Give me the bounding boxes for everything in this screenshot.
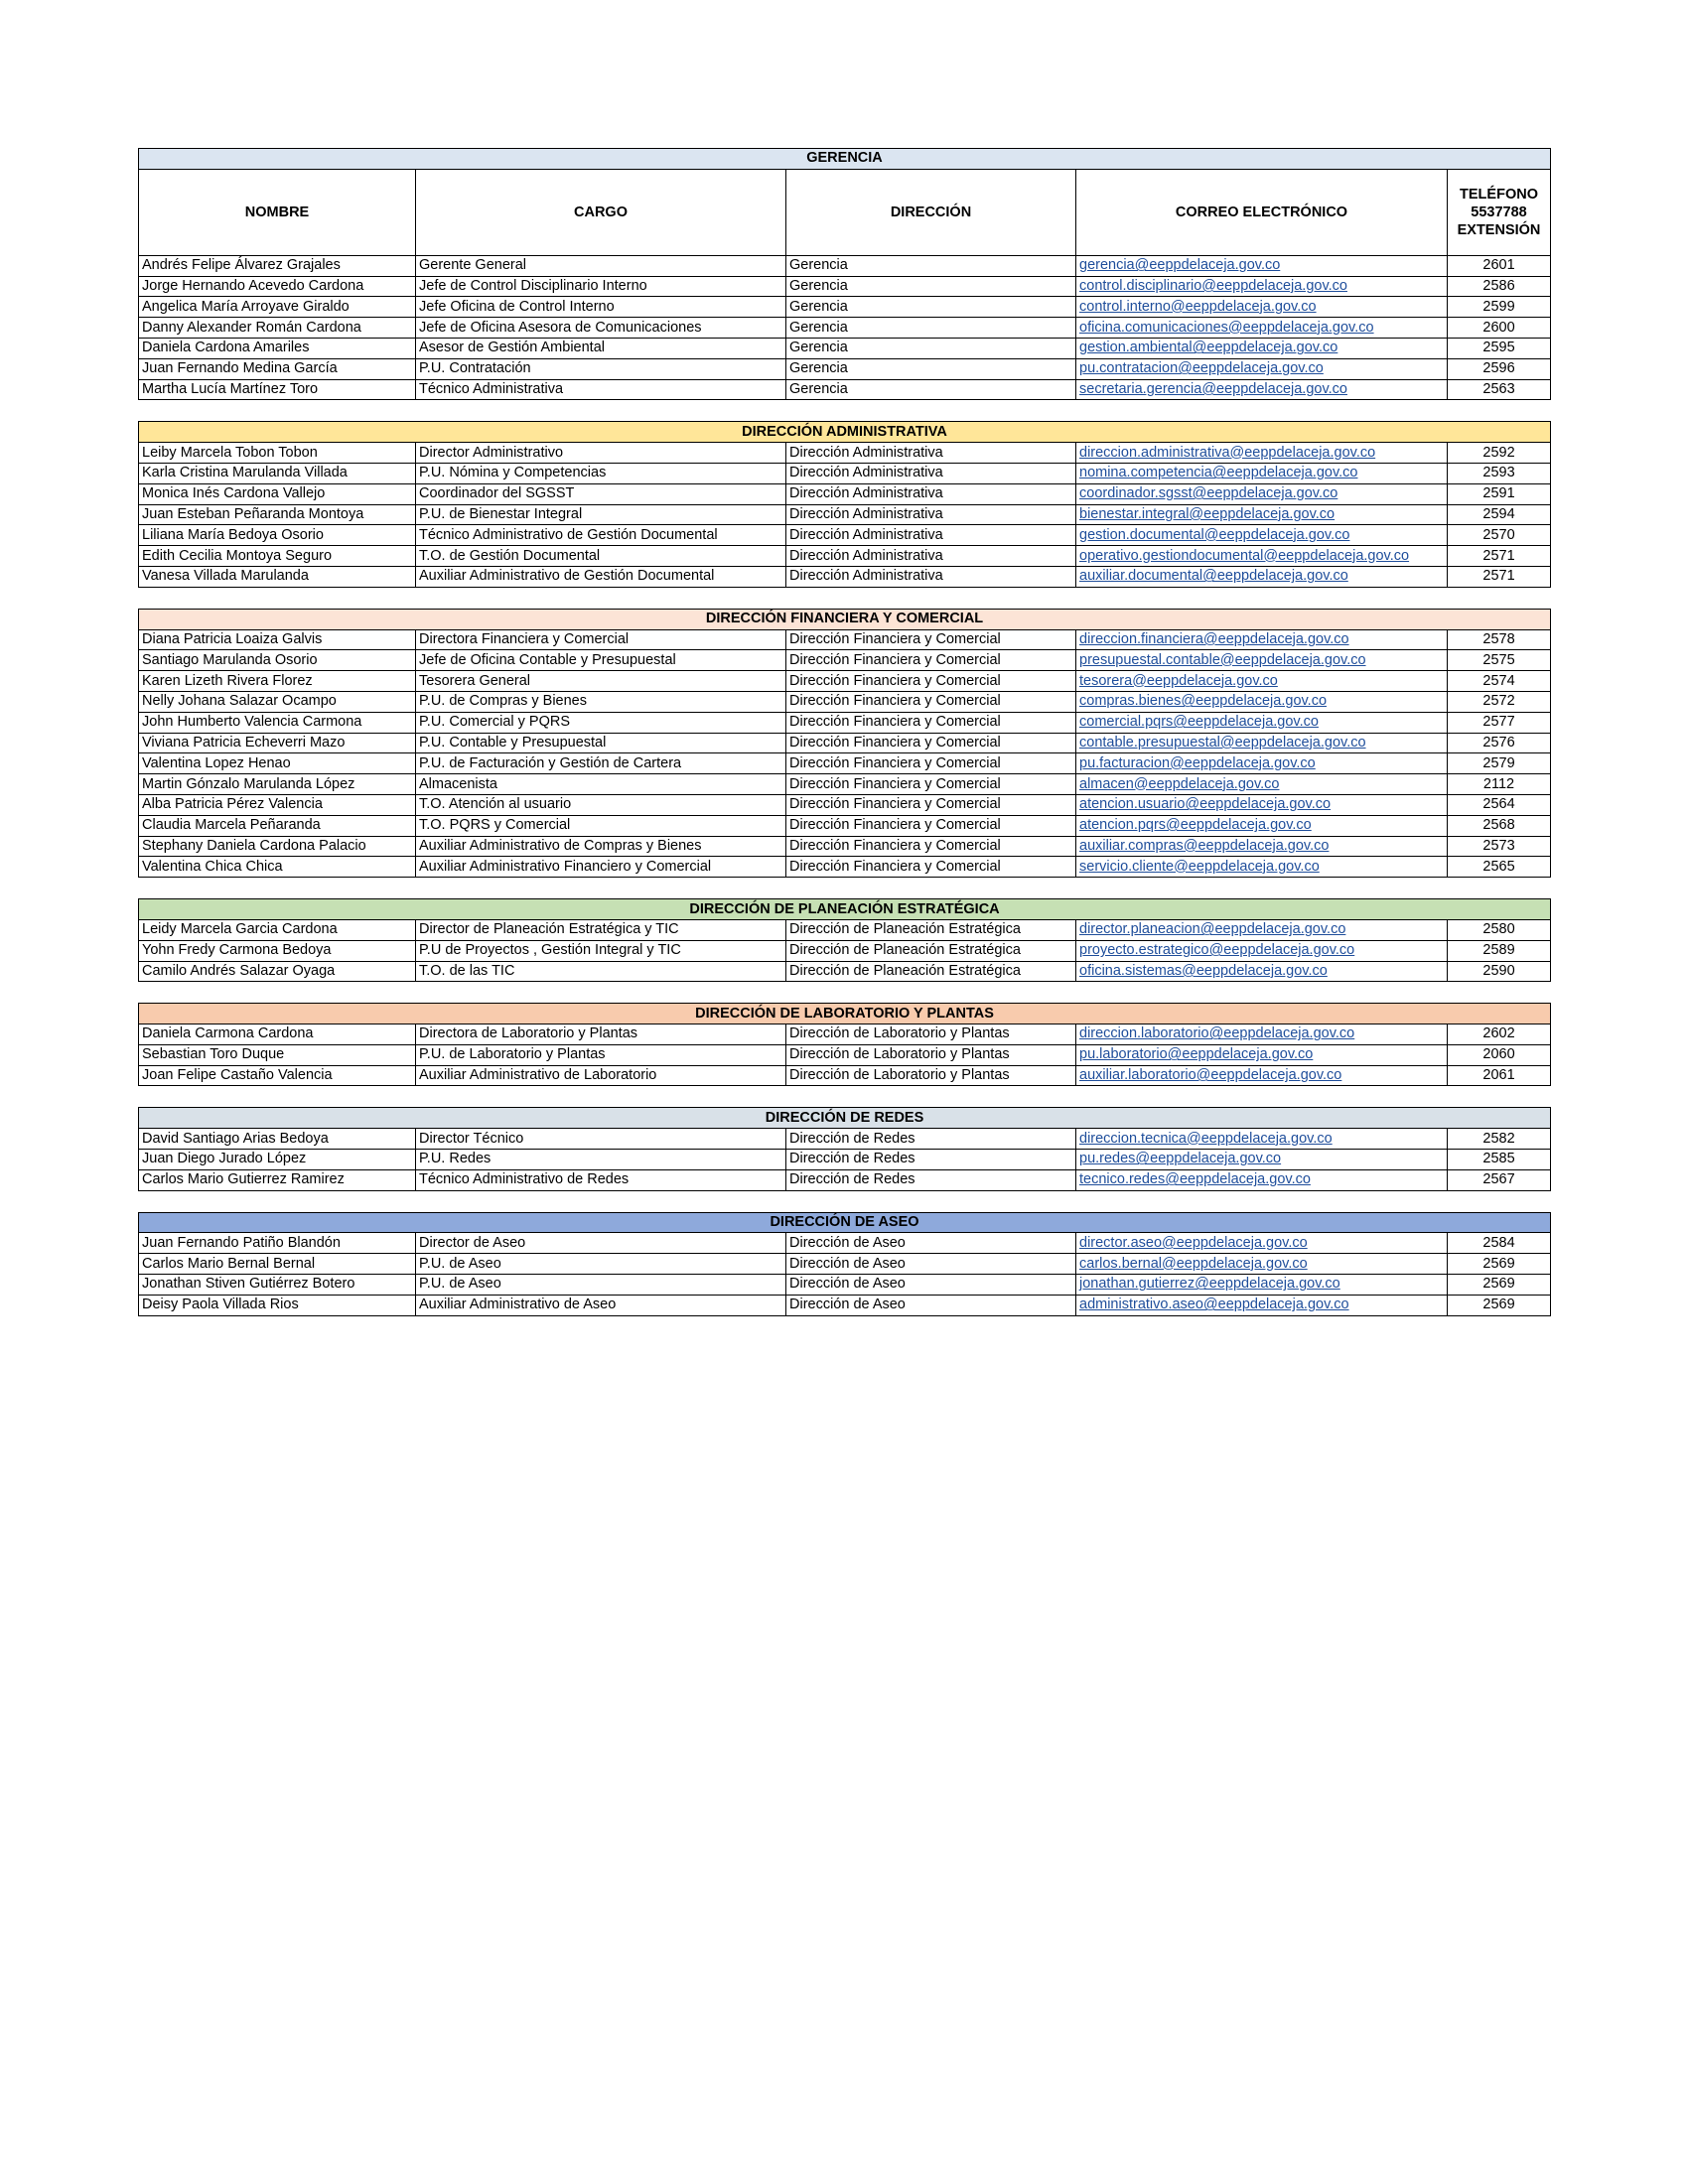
cell-extension: 2569	[1448, 1275, 1551, 1296]
cell-extension: 2591	[1448, 483, 1551, 504]
cell-extension: 2596	[1448, 358, 1551, 379]
table-row	[139, 1129, 1551, 1150]
table-row	[139, 463, 1551, 483]
cell-cargo: Director de Aseo	[416, 1233, 786, 1254]
cell-direccion: Dirección Administrativa	[786, 566, 1076, 587]
section-gap	[138, 878, 1550, 898]
cell-direccion: Dirección de Aseo	[786, 1254, 1076, 1275]
cell-cargo: T.O. de las TIC	[416, 961, 786, 982]
email-link[interactable]: compras.bienes@eeppdelaceja.gov.co	[1076, 691, 1448, 712]
cell-nombre: Juan Diego Jurado López	[139, 1150, 416, 1170]
cell-cargo: Directora Financiera y Comercial	[416, 629, 786, 650]
section-title-row	[139, 1004, 1551, 1024]
cell-nombre: Claudia Marcela Peñaranda	[139, 815, 416, 836]
email-link[interactable]: direccion.administrativa@eeppdelaceja.gov.co	[1076, 443, 1448, 464]
cell-nombre: Liliana María Bedoya Osorio	[139, 525, 416, 546]
section-gap	[138, 400, 1550, 421]
cell-extension: 2578	[1448, 629, 1551, 650]
email-link[interactable]: control.interno@eeppdelaceja.gov.co	[1076, 297, 1448, 318]
cell-direccion: Dirección de Planeación Estratégica	[786, 919, 1076, 940]
cell-cargo: Jefe de Oficina Asesora de Comunicaciones	[416, 318, 786, 339]
section-title-row	[139, 149, 1551, 170]
email-link[interactable]: bienestar.integral@eeppdelaceja.gov.co	[1076, 504, 1448, 525]
cell-extension: 2593	[1448, 463, 1551, 483]
cell-cargo: P.U. Contable y Presupuestal	[416, 733, 786, 753]
table-row	[139, 857, 1551, 878]
cell-cargo: Técnico Administrativo de Redes	[416, 1169, 786, 1190]
cell-nombre: Juan Esteban Peñaranda Montoya	[139, 504, 416, 525]
cell-extension: 2573	[1448, 836, 1551, 857]
email-link[interactable]: secretaria.gerencia@eeppdelaceja.gov.co	[1076, 379, 1448, 400]
cell-direccion: Gerencia	[786, 318, 1076, 339]
section-table	[138, 1107, 1551, 1190]
cell-direccion: Dirección de Redes	[786, 1129, 1076, 1150]
email-link[interactable]: pu.laboratorio@eeppdelaceja.gov.co	[1076, 1044, 1448, 1065]
cell-nombre: Camilo Andrés Salazar Oyaga	[139, 961, 416, 982]
cell-extension: 2569	[1448, 1254, 1551, 1275]
cell-cargo: Auxiliar Administrativo de Gestión Documental	[416, 566, 786, 587]
cell-nombre: John Humberto Valencia Carmona	[139, 712, 416, 733]
email-link[interactable]: coordinador.sgsst@eeppdelaceja.gov.co	[1076, 483, 1448, 504]
section-gap	[138, 982, 1550, 1003]
cell-direccion: Gerencia	[786, 297, 1076, 318]
cell-cargo: Gerente General	[416, 255, 786, 276]
cell-cargo: P.U. de Compras y Bienes	[416, 691, 786, 712]
cell-nombre: Carlos Mario Bernal Bernal	[139, 1254, 416, 1275]
email-link[interactable]: comercial.pqrs@eeppdelaceja.gov.co	[1076, 712, 1448, 733]
cell-extension: 2594	[1448, 504, 1551, 525]
email-link[interactable]: direccion.tecnica@eeppdelaceja.gov.co	[1076, 1129, 1448, 1150]
cell-extension: 2601	[1448, 255, 1551, 276]
table-row	[139, 1044, 1551, 1065]
cell-extension: 2574	[1448, 671, 1551, 692]
email-link[interactable]: almacen@eeppdelaceja.gov.co	[1076, 774, 1448, 795]
cell-nombre: Monica Inés Cardona Vallejo	[139, 483, 416, 504]
cell-nombre: Danny Alexander Román Cardona	[139, 318, 416, 339]
cell-nombre: Nelly Johana Salazar Ocampo	[139, 691, 416, 712]
column-header-direccion: DIRECCIÓN	[786, 169, 1076, 255]
cell-direccion: Dirección de Laboratorio y Plantas	[786, 1065, 1076, 1086]
email-link[interactable]: auxiliar.compras@eeppdelaceja.gov.co	[1076, 836, 1448, 857]
cell-nombre: Leidy Marcela Garcia Cardona	[139, 919, 416, 940]
section-title-row	[139, 899, 1551, 920]
cell-cargo: T.O. de Gestión Documental	[416, 546, 786, 567]
cell-cargo: P.U de Proyectos , Gestión Integral y TIC	[416, 940, 786, 961]
cell-direccion: Dirección de Planeación Estratégica	[786, 961, 1076, 982]
cell-direccion: Dirección Administrativa	[786, 525, 1076, 546]
cell-cargo: Auxiliar Administrativo de Compras y Bienes	[416, 836, 786, 857]
section-title-row	[139, 1108, 1551, 1129]
cell-cargo: Almacenista	[416, 774, 786, 795]
cell-cargo: P.U. Comercial y PQRS	[416, 712, 786, 733]
cell-cargo: Auxiliar Administrativo Financiero y Comercial	[416, 857, 786, 878]
table-row	[139, 546, 1551, 567]
section-title: DIRECCIÓN ADMINISTRATIVA	[139, 422, 1551, 443]
email-link[interactable]: direccion.financiera@eeppdelaceja.gov.co	[1076, 629, 1448, 650]
cell-direccion: Dirección de Aseo	[786, 1295, 1076, 1315]
email-link[interactable]: administrativo.aseo@eeppdelaceja.gov.co	[1076, 1295, 1448, 1315]
cell-nombre: Yohn Fredy Carmona Bedoya	[139, 940, 416, 961]
cell-extension: 2572	[1448, 691, 1551, 712]
section-title-row	[139, 609, 1551, 629]
cell-extension: 2585	[1448, 1150, 1551, 1170]
cell-cargo: T.O. PQRS y Comercial	[416, 815, 786, 836]
cell-extension: 2112	[1448, 774, 1551, 795]
table-row	[139, 297, 1551, 318]
cell-nombre: Vanesa Villada Marulanda	[139, 566, 416, 587]
cell-nombre: Jonathan Stiven Gutiérrez Botero	[139, 1275, 416, 1296]
cell-nombre: Santiago Marulanda Osorio	[139, 650, 416, 671]
email-link[interactable]: proyecto.estrategico@eeppdelaceja.gov.co	[1076, 940, 1448, 961]
email-link[interactable]: pu.facturacion@eeppdelaceja.gov.co	[1076, 753, 1448, 774]
table-row	[139, 691, 1551, 712]
email-link[interactable]: tecnico.redes@eeppdelaceja.gov.co	[1076, 1169, 1448, 1190]
cell-cargo: Directora de Laboratorio y Plantas	[416, 1024, 786, 1045]
cell-extension: 2571	[1448, 566, 1551, 587]
table-row	[139, 1065, 1551, 1086]
cell-nombre: Juan Fernando Patiño Blandón	[139, 1233, 416, 1254]
cell-extension: 2570	[1448, 525, 1551, 546]
cell-cargo: Tesorera General	[416, 671, 786, 692]
table-row	[139, 940, 1551, 961]
table-row	[139, 671, 1551, 692]
cell-cargo: Jefe de Control Disciplinario Interno	[416, 276, 786, 297]
cell-extension: 2571	[1448, 546, 1551, 567]
cell-nombre: Angelica María Arroyave Giraldo	[139, 297, 416, 318]
table-row	[139, 1024, 1551, 1045]
email-link[interactable]: nomina.competencia@eeppdelaceja.gov.co	[1076, 463, 1448, 483]
email-link[interactable]: jonathan.gutierrez@eeppdelaceja.gov.co	[1076, 1275, 1448, 1296]
table-row	[139, 1295, 1551, 1315]
table-row	[139, 483, 1551, 504]
cell-nombre: Daniela Carmona Cardona	[139, 1024, 416, 1045]
cell-extension: 2589	[1448, 940, 1551, 961]
table-row	[139, 566, 1551, 587]
table-row	[139, 255, 1551, 276]
cell-extension: 2600	[1448, 318, 1551, 339]
cell-direccion: Dirección Financiera y Comercial	[786, 629, 1076, 650]
email-link[interactable]: servicio.cliente@eeppdelaceja.gov.co	[1076, 857, 1448, 878]
email-link[interactable]: auxiliar.laboratorio@eeppdelaceja.gov.co	[1076, 1065, 1448, 1086]
table-row	[139, 525, 1551, 546]
cell-direccion: Gerencia	[786, 255, 1076, 276]
cell-direccion: Dirección Financiera y Comercial	[786, 733, 1076, 753]
cell-cargo: P.U. de Laboratorio y Plantas	[416, 1044, 786, 1065]
email-link[interactable]: gestion.documental@eeppdelaceja.gov.co	[1076, 525, 1448, 546]
cell-nombre: Sebastian Toro Duque	[139, 1044, 416, 1065]
column-header-nombre: NOMBRE	[139, 169, 416, 255]
cell-extension: 2564	[1448, 794, 1551, 815]
cell-nombre: Valentina Chica Chica	[139, 857, 416, 878]
cell-direccion: Dirección Administrativa	[786, 546, 1076, 567]
column-header-telefono: TELÉFONO 5537788 EXTENSIÓN	[1448, 169, 1551, 255]
email-link[interactable]: pu.contratacion@eeppdelaceja.gov.co	[1076, 358, 1448, 379]
table-row	[139, 774, 1551, 795]
cell-direccion: Dirección Financiera y Comercial	[786, 836, 1076, 857]
cell-extension: 2563	[1448, 379, 1551, 400]
cell-nombre: Daniela Cardona Amariles	[139, 338, 416, 358]
cell-direccion: Gerencia	[786, 338, 1076, 358]
cell-nombre: Stephany Daniela Cardona Palacio	[139, 836, 416, 857]
section-gap	[138, 1086, 1550, 1107]
table-row	[139, 379, 1551, 400]
cell-nombre: Karla Cristina Marulanda Villada	[139, 463, 416, 483]
email-link[interactable]: atencion.usuario@eeppdelaceja.gov.co	[1076, 794, 1448, 815]
cell-nombre: Martha Lucía Martínez Toro	[139, 379, 416, 400]
section-gap	[138, 1191, 1550, 1212]
cell-nombre: Andrés Felipe Álvarez Grajales	[139, 255, 416, 276]
cell-extension: 2592	[1448, 443, 1551, 464]
cell-cargo: Auxiliar Administrativo de Aseo	[416, 1295, 786, 1315]
table-row	[139, 338, 1551, 358]
section-title-row	[139, 422, 1551, 443]
cell-cargo: P.U. Nómina y Competencias	[416, 463, 786, 483]
table-row	[139, 733, 1551, 753]
table-row	[139, 1275, 1551, 1296]
email-link[interactable]: direccion.laboratorio@eeppdelaceja.gov.co	[1076, 1024, 1448, 1045]
table-row	[139, 919, 1551, 940]
table-row	[139, 1150, 1551, 1170]
cell-direccion: Dirección Financiera y Comercial	[786, 671, 1076, 692]
cell-cargo: Jefe de Oficina Contable y Presupuestal	[416, 650, 786, 671]
cell-direccion: Gerencia	[786, 358, 1076, 379]
email-link[interactable]: gestion.ambiental@eeppdelaceja.gov.co	[1076, 338, 1448, 358]
cell-extension: 2061	[1448, 1065, 1551, 1086]
section-gap	[138, 588, 1550, 609]
cell-direccion: Dirección Administrativa	[786, 443, 1076, 464]
section-table	[138, 148, 1551, 400]
cell-extension: 2590	[1448, 961, 1551, 982]
cell-extension: 2567	[1448, 1169, 1551, 1190]
table-row	[139, 836, 1551, 857]
cell-nombre: Diana Patricia Loaiza Galvis	[139, 629, 416, 650]
cell-extension: 2568	[1448, 815, 1551, 836]
table-row	[139, 961, 1551, 982]
section-title: GERENCIA	[139, 149, 1551, 170]
cell-cargo: Coordinador del SGSST	[416, 483, 786, 504]
cell-direccion: Dirección Administrativa	[786, 504, 1076, 525]
email-link[interactable]: carlos.bernal@eeppdelaceja.gov.co	[1076, 1254, 1448, 1275]
table-row	[139, 629, 1551, 650]
cell-direccion: Dirección de Aseo	[786, 1275, 1076, 1296]
section-title-row	[139, 1212, 1551, 1233]
cell-nombre: Juan Fernando Medina García	[139, 358, 416, 379]
cell-extension: 2586	[1448, 276, 1551, 297]
email-link[interactable]: gerencia@eeppdelaceja.gov.co	[1076, 255, 1448, 276]
cell-cargo: Técnico Administrativa	[416, 379, 786, 400]
cell-nombre: Viviana Patricia Echeverri Mazo	[139, 733, 416, 753]
cell-extension: 2060	[1448, 1044, 1551, 1065]
cell-cargo: P.U. Contratación	[416, 358, 786, 379]
section-table	[138, 421, 1551, 587]
cell-extension: 2579	[1448, 753, 1551, 774]
email-link[interactable]: director.aseo@eeppdelaceja.gov.co	[1076, 1233, 1448, 1254]
cell-extension: 2565	[1448, 857, 1551, 878]
cell-extension: 2575	[1448, 650, 1551, 671]
email-link[interactable]: oficina.comunicaciones@eeppdelaceja.gov.co	[1076, 318, 1448, 339]
cell-cargo: P.U. de Bienestar Integral	[416, 504, 786, 525]
cell-extension: 2595	[1448, 338, 1551, 358]
cell-direccion: Dirección de Planeación Estratégica	[786, 940, 1076, 961]
cell-cargo: Jefe Oficina de Control Interno	[416, 297, 786, 318]
cell-direccion: Dirección de Aseo	[786, 1233, 1076, 1254]
cell-extension: 2576	[1448, 733, 1551, 753]
table-row	[139, 358, 1551, 379]
table-row	[139, 1169, 1551, 1190]
table-row	[139, 504, 1551, 525]
table-row	[139, 276, 1551, 297]
cell-nombre: Joan Felipe Castaño Valencia	[139, 1065, 416, 1086]
email-link[interactable]: control.disciplinario@eeppdelaceja.gov.co	[1076, 276, 1448, 297]
cell-nombre: Edith Cecilia Montoya Seguro	[139, 546, 416, 567]
cell-direccion: Dirección Financiera y Comercial	[786, 794, 1076, 815]
cell-nombre: Valentina Lopez Henao	[139, 753, 416, 774]
cell-cargo: P.U. de Aseo	[416, 1275, 786, 1296]
email-link[interactable]: contable.presupuestal@eeppdelaceja.gov.co	[1076, 733, 1448, 753]
cell-extension: 2580	[1448, 919, 1551, 940]
email-link[interactable]: atencion.pqrs@eeppdelaceja.gov.co	[1076, 815, 1448, 836]
cell-direccion: Gerencia	[786, 276, 1076, 297]
cell-direccion: Dirección de Laboratorio y Plantas	[786, 1024, 1076, 1045]
cell-direccion: Dirección Financiera y Comercial	[786, 815, 1076, 836]
section-title: DIRECCIÓN FINANCIERA Y COMERCIAL	[139, 609, 1551, 629]
staff-directory	[138, 148, 1550, 1316]
table-row	[139, 318, 1551, 339]
email-link[interactable]: oficina.sistemas@eeppdelaceja.gov.co	[1076, 961, 1448, 982]
cell-nombre: Martin Gónzalo Marulanda López	[139, 774, 416, 795]
email-link[interactable]: operativo.gestiondocumental@eeppdelaceja.gov.co	[1076, 546, 1448, 567]
email-link[interactable]: pu.redes@eeppdelaceja.gov.co	[1076, 1150, 1448, 1170]
cell-direccion: Dirección Financiera y Comercial	[786, 712, 1076, 733]
cell-cargo: Auxiliar Administrativo de Laboratorio	[416, 1065, 786, 1086]
email-link[interactable]: presupuestal.contable@eeppdelaceja.gov.co	[1076, 650, 1448, 671]
email-link[interactable]: tesorera@eeppdelaceja.gov.co	[1076, 671, 1448, 692]
table-row	[139, 794, 1551, 815]
table-row	[139, 1254, 1551, 1275]
cell-nombre: Alba Patricia Pérez Valencia	[139, 794, 416, 815]
cell-cargo: P.U. de Facturación y Gestión de Cartera	[416, 753, 786, 774]
table-row	[139, 712, 1551, 733]
email-link[interactable]: director.planeacion@eeppdelaceja.gov.co	[1076, 919, 1448, 940]
section-title: DIRECCIÓN DE PLANEACIÓN ESTRATÉGICA	[139, 899, 1551, 920]
cell-direccion: Dirección de Redes	[786, 1150, 1076, 1170]
cell-extension: 2582	[1448, 1129, 1551, 1150]
cell-direccion: Dirección Financiera y Comercial	[786, 691, 1076, 712]
cell-nombre: Deisy Paola Villada Rios	[139, 1295, 416, 1315]
cell-nombre: Jorge Hernando Acevedo Cardona	[139, 276, 416, 297]
cell-nombre: Carlos Mario Gutierrez Ramirez	[139, 1169, 416, 1190]
table-row	[139, 443, 1551, 464]
section-table	[138, 898, 1551, 982]
cell-direccion: Dirección Financiera y Comercial	[786, 753, 1076, 774]
cell-cargo: P.U. Redes	[416, 1150, 786, 1170]
cell-extension: 2599	[1448, 297, 1551, 318]
cell-extension: 2602	[1448, 1024, 1551, 1045]
cell-cargo: Técnico Administrativo de Gestión Documental	[416, 525, 786, 546]
cell-extension: 2584	[1448, 1233, 1551, 1254]
table-row	[139, 815, 1551, 836]
cell-direccion: Dirección Financiera y Comercial	[786, 774, 1076, 795]
cell-cargo: T.O. Atención al usuario	[416, 794, 786, 815]
section-table	[138, 609, 1551, 878]
section-table	[138, 1003, 1551, 1086]
section-title: DIRECCIÓN DE REDES	[139, 1108, 1551, 1129]
section-title: DIRECCIÓN DE ASEO	[139, 1212, 1551, 1233]
section-table	[138, 1212, 1551, 1316]
cell-direccion: Dirección Administrativa	[786, 483, 1076, 504]
cell-cargo: Director Administrativo	[416, 443, 786, 464]
cell-direccion: Dirección Financiera y Comercial	[786, 650, 1076, 671]
cell-nombre: Leiby Marcela Tobon Tobon	[139, 443, 416, 464]
cell-extension: 2569	[1448, 1295, 1551, 1315]
cell-cargo: Director de Planeación Estratégica y TIC	[416, 919, 786, 940]
cell-extension: 2577	[1448, 712, 1551, 733]
cell-nombre: Karen Lizeth Rivera Florez	[139, 671, 416, 692]
cell-direccion: Gerencia	[786, 379, 1076, 400]
cell-direccion: Dirección Administrativa	[786, 463, 1076, 483]
table-row	[139, 753, 1551, 774]
section-title: DIRECCIÓN DE LABORATORIO Y PLANTAS	[139, 1004, 1551, 1024]
cell-direccion: Dirección de Redes	[786, 1169, 1076, 1190]
column-header-cargo: CARGO	[416, 169, 786, 255]
table-row	[139, 650, 1551, 671]
email-link[interactable]: auxiliar.documental@eeppdelaceja.gov.co	[1076, 566, 1448, 587]
cell-cargo: P.U. de Aseo	[416, 1254, 786, 1275]
column-header-row	[139, 169, 1551, 255]
cell-direccion: Dirección de Laboratorio y Plantas	[786, 1044, 1076, 1065]
cell-nombre: David Santiago Arias Bedoya	[139, 1129, 416, 1150]
cell-cargo: Asesor de Gestión Ambiental	[416, 338, 786, 358]
cell-direccion: Dirección Financiera y Comercial	[786, 857, 1076, 878]
column-header-correo: CORREO ELECTRÓNICO	[1076, 169, 1448, 255]
cell-cargo: Director Técnico	[416, 1129, 786, 1150]
table-row	[139, 1233, 1551, 1254]
